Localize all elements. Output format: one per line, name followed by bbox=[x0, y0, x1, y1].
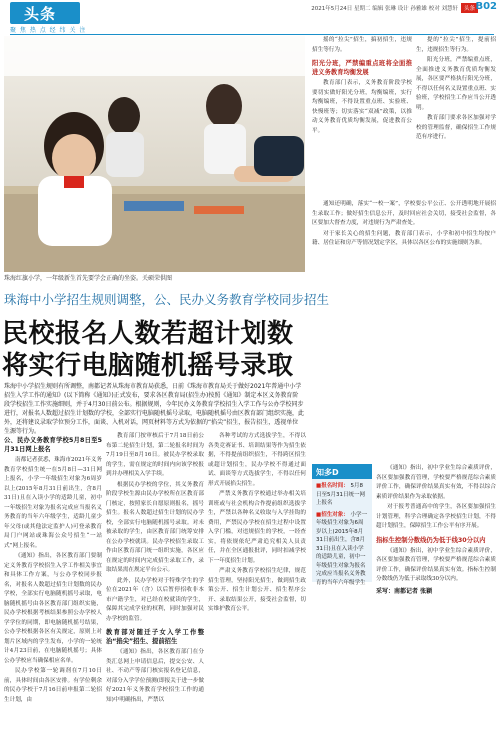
subhead-class-assignment: 阳光分班，严禁编重点班将全面推进义务教育均衡发展 bbox=[312, 60, 412, 76]
paragraph: 根据民办学校的学位，其义务教育阶段学校生源由民办学校所在区教育部门核定，按照家长自愿原则报名，摇号招生。报名人数超过招生计划的民办学校，全部实行电脑随机摇号录取。对未被录取的学生，由区教育部门统筹安排在公办学校就读。民办学校招生录取工作由区教育部门统一组织实施，各区应在规定的时间内完成招生录取工作，录取结果需在规定平台公示。 bbox=[106, 481, 204, 573]
page-number: B02 bbox=[475, 1, 497, 12]
article-column-2 bbox=[106, 432, 204, 706]
info-item-time bbox=[312, 479, 372, 508]
info-item-text: 5月8日至5月31日统一网上报名 bbox=[316, 483, 365, 506]
article-column-1 bbox=[4, 432, 102, 706]
info-box-title: 知多D bbox=[312, 466, 372, 479]
section-tag: 头条 bbox=[461, 3, 478, 13]
subhead-registration: 公、民办义务教育学校5月8日至5月31日网上报名 bbox=[4, 437, 102, 453]
paragraph: 对于家长关心的招生问题，教育部门表示，小学和初中招生均按户籍、居住证和房产等情况划定学区，具体以各区公布的实施细则为准。 bbox=[312, 230, 496, 246]
paragraph: 《通知》指出，各区教育部门要制定义务教育学校招生入学工作相关事宜和具体工作方案，与公办学校同步报名，对报名人数超过招生计划数的民办学校，全部实行电脑随机摇号录取，电脑随机摇号由各区教育部门组织实施，民办学校根据考核结果参照公办学校人学学位的同期，即电脑随机摇号结果，公办学校根据各区有关规定，原则上对划片区域内的学生发布，小学的一轮统计4月23日前，在电脑随机摇号；具体公办学校应当确保相应名单。 bbox=[4, 553, 102, 664]
subhead-regulation: 教育部对随迁子女入学工作整治“掐尖”招生、提前招生 bbox=[106, 629, 204, 645]
info-box bbox=[312, 464, 372, 586]
paragraph: 各种考试的方式选拔学生，不得以各类竞赛证书、培训结果等作为招生依据，不得提前组织招生，不得跨区招生或超计划招生，民办学校不得通过面试、面谈等方式选拔学生，不得以任何形式开展掐尖招生。 bbox=[208, 433, 306, 487]
paragraph: 民办学校第一轮调剂在7月10日前，具体时间由各区安排。有学位剩余的民办学校于7月16日前申报第二轮招生计划，由 bbox=[4, 668, 102, 703]
paragraph: 《通知》指出，初中学业生综合素质评价，各区要加强教育管理，学校要严格规范综合素质评价工作，确保评价结果真实有效。指标生控制分数线仍为低于录取线30分以内。 bbox=[376, 547, 496, 582]
info-item-text: 小学一年级招生对象为6周岁以上(2015年8月31日前出生，含8月31日)且在入读小学的适龄儿童，初中一年级招生对象为报名完成应当报名义务教育的当年六年级学生 bbox=[316, 511, 367, 586]
info-item-target bbox=[312, 508, 372, 588]
paragraph: 阳光分班，严禁编重点班，全面推进义务教育优质均衡发展，各区要严格执行阳光分班，不得以任何名义设置重点班、实验班，学校招生工作应当公开透明。 bbox=[416, 57, 496, 111]
issue-info: 2021年5月24日 星期二 编辑 张琳 设计 孙雅雄 校对 刘慧轩 bbox=[311, 6, 458, 12]
article-column-6 bbox=[376, 464, 496, 596]
paragraph: 严禁义务教育学校通过举办相关培训班或与社会机构合作提前组织选拔学生，严禁以各种名义收取与入学挂钩的费用，严禁民办学校在招生过程中设置入学门槛，对违规招生的学校，一经查实，将依规依纪严肃追究相关人员责任，并在全区通报批评，同时扣减学校下一年度招生计划。 bbox=[208, 491, 306, 564]
masthead bbox=[0, 0, 500, 34]
subhead-score-line: 指标生控制分数线仍为低于线30分以内 bbox=[376, 536, 486, 544]
classroom-photo bbox=[4, 36, 305, 272]
lead-paragraph: 珠海中小学招生规则有所调整，南都记者从珠海市教育局获悉，日前《珠海市教育局关于做好2021年普通中小学招生入学工作的通知》(以下简称《通知》)正式发布，要求各区教育局(招生办)按照《通知》制定本区义务教育阶段学校招生工作实施细则，并于4月30日前公布。根据规则，今年民办义务教育学校招生入学工作与公办学校同步进行，对报名人数超过招生计划数的学校，全部实行电脑随机摇号录取，电脑随机摇号由区教育部门组织实施，此外，还将建议录取学位预分工作，面谈、入机对话，网页材料等方式为依据的“掐尖”招生，报告招生，透视单位生源等行为。 bbox=[4, 383, 305, 435]
paragraph: 南都记者获悉，珠海市2021年义务教育学校招生统一在5月8日—31日网上报名，小学一年级招生对象为6周岁以上(2015年8月31日前出生，含8月31日)且在入读小学的适龄儿童，初中一年级招生对象为报名完成应当报名义务教育的当年六年级学生，适龄儿童少年父母(或其他法定监护人)可登录教育局门户网站或珠海公众号招生“一站式”网上报名。 bbox=[4, 457, 102, 549]
paragraph: 教育部门要求各区加强对学校的管理监督，确保招生工作规范有序进行。 bbox=[416, 115, 496, 140]
classroom-photo-image bbox=[4, 36, 305, 272]
section-slogan: 聚 焦 热 点 经 纬 关 注 bbox=[10, 27, 87, 34]
paragraph: 对于报考普通高中的学生，各区要加强招生计划管理，科学合理确定各学校招生计划，不得超计划招生，保障招生工作公平有序开展。 bbox=[376, 504, 496, 529]
info-item-label: ■招生对象： bbox=[316, 511, 349, 518]
paragraph: 《通知》指出，各区教育部门在分类汇总网上申请信息后，提交公安、人社、不动产等部门核实报名登记信息，对部分入学学位预测(即报关于进一步做好2021年义务教育学校招生工作的通知)中明确指出，严禁以 bbox=[106, 649, 204, 703]
article-column-3 bbox=[208, 432, 306, 616]
article-column-5 bbox=[416, 36, 496, 144]
paragraph: 严肃义务教育学校招生纪律，规范招生管理，坚持阳光招生，做到招生政策公开、招生计划公开、招生程序公开、录取结果公开，接受社会监督，切实维护教育公平。 bbox=[208, 568, 306, 612]
kicker-headline: 珠海中小学招生规则调整，公、民办义务教育学校同步招生 bbox=[4, 292, 330, 307]
paragraph: 教育部门按审核后于7月18日前公布第二轮招生计划，第二轮报名时间为7月19日至8月16日。被民办学校录取的学生，需在规定的时间内向该学校报到并办理相关入学手续。 bbox=[106, 433, 204, 477]
info-item-label: ■报名时间： bbox=[316, 483, 349, 489]
paragraph: 提的“拉尖”招生，提前招生，违规招生等行为。 bbox=[416, 37, 496, 53]
paragraph: 摇的“拉尖”招生，搞初招生，违规招生等行为。 bbox=[312, 37, 412, 53]
article-column-4 bbox=[312, 36, 412, 137]
paragraph: 通知还明确，落实“一校一案”，学校要公平公正、公开透明地开展招生录取工作；做好招生信息公开，及时回应社会关切，接受社会监督，各区要加大督查力度，对违规行为严肃查处。 bbox=[312, 201, 496, 226]
section-block bbox=[10, 2, 80, 24]
top-rule bbox=[10, 34, 494, 35]
main-headline-line1: 民校报名人数若超计划数 bbox=[2, 319, 294, 349]
article-column-middle bbox=[312, 200, 496, 250]
section-title: 头条 bbox=[24, 5, 57, 23]
paragraph: 《通知》指出，初中学业生综合素质评价，各区要加强教育管理，学校要严格规范综合素质评价工作，确保评价结果真实有效，不得以综合素质评价结果作为录取依据。 bbox=[376, 465, 496, 500]
byline: 采写：南都记者 张颖 bbox=[376, 587, 433, 595]
paragraph: 教育部门表示，义务教育阶段学校要切实做好阳光分班，均衡编班，实行均衡编班，不得设置重点班、实验班、快慢班等；切实落实“双减”政策，以推动义务教育优质均衡发展，促进教育公平。 bbox=[312, 80, 412, 134]
paragraph: 此外，民办学校对于特殊学生的学位在2021年（含）以后暂停招收非本市户籍学生，对已经在校就读的学生，保障其完成学业的权利，同时加强对民办学校的监管。 bbox=[106, 577, 204, 622]
main-headline-line2: 将实行电脑随机摇号录取 bbox=[2, 351, 294, 381]
photo-caption: 珠海红旗小学，一年级新生首先要学会正确的坐姿。关硕荣供图 bbox=[4, 275, 173, 282]
